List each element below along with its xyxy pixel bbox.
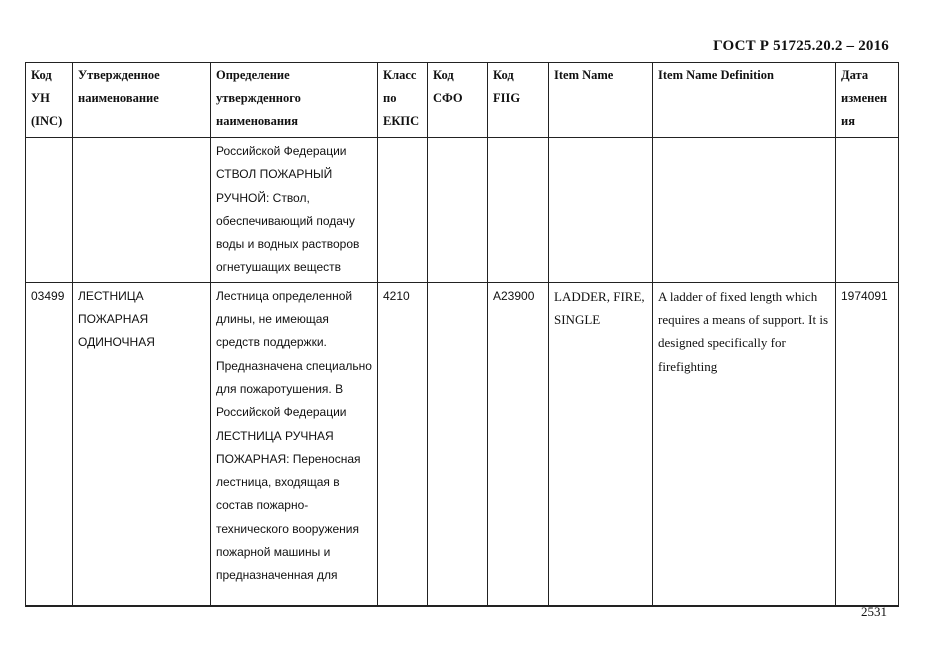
table-row (26, 138, 899, 283)
cell-ekps-class: 4210 (378, 282, 428, 606)
cell-fiig-code (488, 138, 549, 283)
cell-ekps-class (378, 138, 428, 283)
cell-approved-name (73, 138, 211, 283)
cell-approved-name: ЛЕСТНИЦА ПОЖАРНАЯ ОДИНОЧНАЯ (73, 282, 211, 606)
header-ekps-class: Класс по ЕКПС (378, 63, 428, 138)
cell-definition: Российской Федерации СТВОЛ ПОЖАРНЫЙ РУЧНОЙ: Ствол, обеспечивающий подачу воды и водных растворов огнетушащих веществ (211, 138, 378, 283)
header-item-name: Item Name (549, 63, 653, 138)
header-item-name-definition: Item Name Definition (653, 63, 836, 138)
cell-item-name-definition: A ladder of fixed length which requires a means of support. It is designed specifically for firefighting (653, 282, 836, 606)
cell-sfo-code (428, 138, 488, 283)
header-change-date: Дата изменения (836, 63, 899, 138)
cell-fiig-code: A23900 (488, 282, 549, 606)
header-fiig-code: Код FIIG (488, 63, 549, 138)
cell-inc (26, 138, 73, 283)
cell-item-name: LADDER, FIRE, SINGLE (549, 282, 653, 606)
header-inc: Код УН (INC) (26, 63, 73, 138)
document-title: ГОСТ Р 51725.20.2 – 2016 (713, 38, 889, 54)
cell-definition: Лестница определенной длины, не имеющая средств поддержки. Предназначена специально для пожаротушения. В Российской Федерации ЛЕСТНИЦА РУЧНАЯ ПОЖАРНАЯ: Переносная лестница, входящая в состав пожарно-технического вооружения пожарной машины и предназначенная для (211, 282, 378, 606)
cell-inc: 03499 (26, 282, 73, 606)
cell-sfo-code (428, 282, 488, 606)
table-header-row (26, 63, 899, 138)
cell-item-name (549, 138, 653, 283)
header-definition: Определение утвержденного наименования (211, 63, 378, 138)
header-approved-name: Утвержденное наименование (73, 63, 211, 138)
specification-table (25, 62, 899, 607)
header-sfo-code: Код СФО (428, 63, 488, 138)
cell-change-date (836, 138, 899, 283)
table-row (26, 282, 899, 606)
cell-item-name-definition (653, 138, 836, 283)
page-number: 2531 (861, 604, 887, 619)
cell-change-date: 1974091 (836, 282, 899, 606)
